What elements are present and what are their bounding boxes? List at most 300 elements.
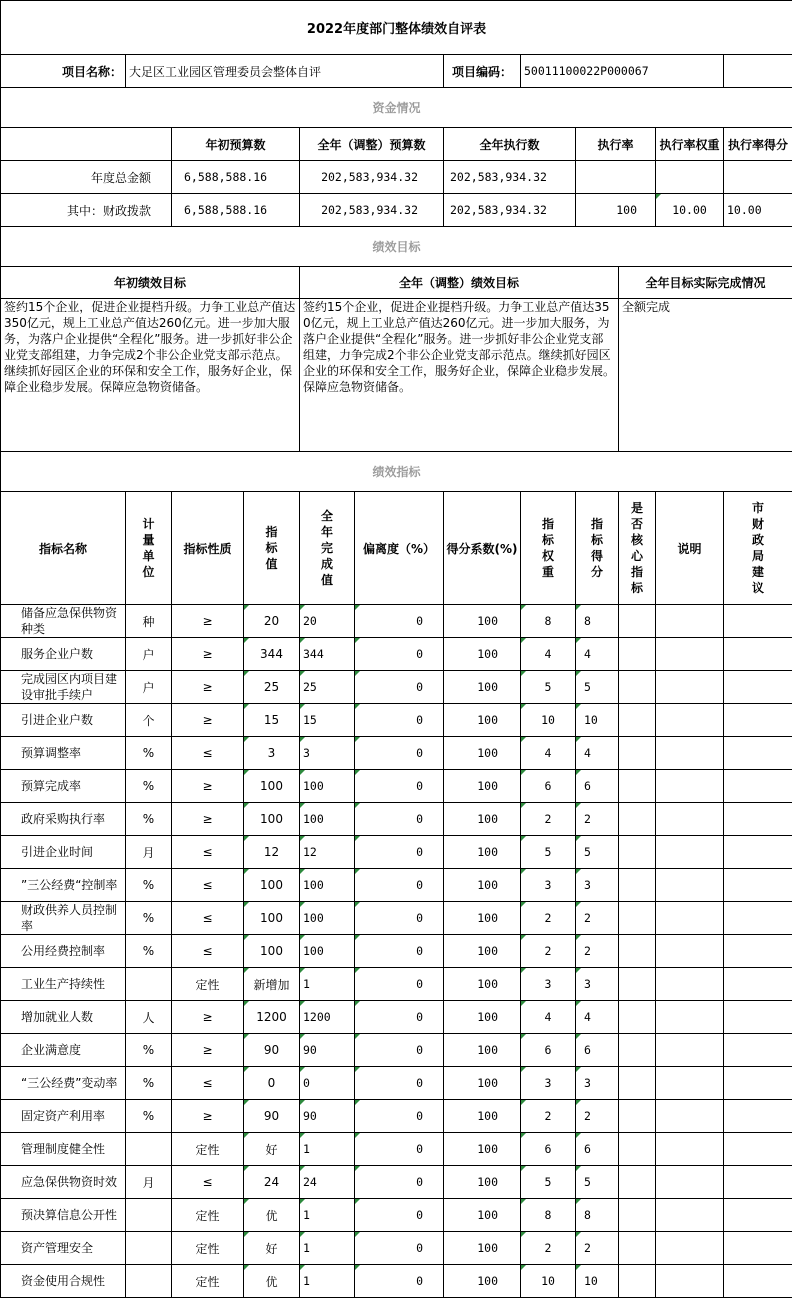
indicator-advice-cell xyxy=(724,1034,792,1067)
indicator-name-cell: 公用经费控制率 xyxy=(1,935,126,968)
indicator-value-cell: 15 xyxy=(244,704,300,737)
page-title: 2022年度部门整体绩效自评表 xyxy=(1,1,792,55)
funds-total-adjusted: 202,583,934.32 xyxy=(300,161,444,194)
indicator-score-cell: 2 xyxy=(576,902,619,935)
indicator-score-cell: 5 xyxy=(576,671,619,704)
goals-initial-text: 签约15个企业，促进企业提档升级。力争工业总产值达350亿元，规上工业总产值达260亿元。进一步加大服务，为落户企业提供“全程化”服务。进一步抓好非公企业党支部组建，力争完成2个非公企业党支部示范点。继续抓好园区企业的环保和安全工作，服务好企业，保障企业稳步发展。保障应急物资储备。 xyxy=(1,299,300,452)
indicator-note-cell xyxy=(656,737,724,770)
indicator-unit-cell: % xyxy=(126,770,172,803)
indicator-deviation-cell: 0 xyxy=(355,902,444,935)
table-row xyxy=(1,1067,792,1100)
ind-header-done-cell xyxy=(300,492,355,605)
indicator-value-cell: 100 xyxy=(244,902,300,935)
indicator-coef-cell: 100 xyxy=(444,1001,521,1034)
indicator-note-cell xyxy=(656,1133,724,1166)
indicator-done-cell: 90 xyxy=(300,1034,355,1067)
indicator-value-cell: 0 xyxy=(244,1067,300,1100)
indicator-advice-cell xyxy=(724,1265,792,1298)
indicator-done-cell: 100 xyxy=(300,803,355,836)
indicator-name-cell: “三公经费”变动率 xyxy=(1,1067,126,1100)
indicator-value-cell: 25 xyxy=(244,671,300,704)
indicator-advice-cell xyxy=(724,737,792,770)
indicator-core-cell xyxy=(619,1232,656,1265)
indicator-advice-cell xyxy=(724,605,792,638)
empty-cell xyxy=(724,55,792,88)
indicator-note-cell xyxy=(656,1067,724,1100)
indicator-note-cell xyxy=(656,638,724,671)
ind-header-core-cell xyxy=(619,492,656,605)
indicator-deviation-cell: 0 xyxy=(355,704,444,737)
indicator-name-cell: 企业满意度 xyxy=(1,1034,126,1067)
indicator-coef-cell: 100 xyxy=(444,1034,521,1067)
indicator-core-cell xyxy=(619,737,656,770)
indicator-advice-cell xyxy=(724,968,792,1001)
funds-total-executed: 202,583,934.32 xyxy=(444,161,576,194)
indicator-done-cell: 100 xyxy=(300,902,355,935)
indicator-value-cell: 100 xyxy=(244,770,300,803)
indicator-unit-cell xyxy=(126,1133,172,1166)
indicator-value-cell: 90 xyxy=(244,1034,300,1067)
indicator-unit-cell xyxy=(126,1199,172,1232)
indicator-note-cell xyxy=(656,869,724,902)
indicator-note-cell xyxy=(656,1232,724,1265)
indicator-done-cell: 24 xyxy=(300,1166,355,1199)
indicator-core-cell xyxy=(619,704,656,737)
indicator-weight-cell: 6 xyxy=(521,1133,576,1166)
goals-header-initial: 年初绩效目标 xyxy=(1,267,300,299)
table-row xyxy=(1,902,792,935)
indicator-score-cell: 2 xyxy=(576,935,619,968)
indicator-unit-cell: % xyxy=(126,1100,172,1133)
indicator-weight-cell: 4 xyxy=(521,1001,576,1034)
indicator-core-cell xyxy=(619,1100,656,1133)
indicator-name-cell: 服务企业户数 xyxy=(1,638,126,671)
indicator-advice-cell xyxy=(724,803,792,836)
indicator-weight-cell: 8 xyxy=(521,1199,576,1232)
indicator-unit-cell: % xyxy=(126,803,172,836)
indicator-nature-cell: ≥ xyxy=(172,1001,244,1034)
indicator-weight-cell: 5 xyxy=(521,836,576,869)
indicator-advice-cell xyxy=(724,836,792,869)
indicator-nature-cell: ≥ xyxy=(172,1100,244,1133)
indicator-value-cell: 100 xyxy=(244,803,300,836)
indicator-note-cell xyxy=(656,1265,724,1298)
project-code-value: 50011100022P000067 xyxy=(521,55,724,88)
table-row xyxy=(1,803,792,836)
funds-fiscal-executed: 202,583,934.32 xyxy=(444,194,576,227)
indicator-core-cell xyxy=(619,968,656,1001)
ind-header-unit: 计量单位 xyxy=(143,516,155,580)
table-row xyxy=(1,638,792,671)
indicator-coef-cell: 100 xyxy=(444,1100,521,1133)
indicator-value-cell: 90 xyxy=(244,1100,300,1133)
indicator-core-cell xyxy=(619,671,656,704)
indicator-note-cell xyxy=(656,803,724,836)
indicator-coef-cell: 100 xyxy=(444,1232,521,1265)
indicator-score-cell: 5 xyxy=(576,1166,619,1199)
indicator-advice-cell xyxy=(724,770,792,803)
indicator-done-cell: 20 xyxy=(300,605,355,638)
indicator-value-cell: 好 xyxy=(244,1133,300,1166)
indicator-value-cell: 优 xyxy=(244,1265,300,1298)
indicator-name-cell: 财政供养人员控制率 xyxy=(1,902,126,935)
indicator-advice-cell xyxy=(724,638,792,671)
indicator-coef-cell: 100 xyxy=(444,1067,521,1100)
indicator-name-cell: 固定资产利用率 xyxy=(1,1100,126,1133)
indicator-name-cell: 引进企业户数 xyxy=(1,704,126,737)
indicator-coef-cell: 100 xyxy=(444,605,521,638)
table-row xyxy=(1,1133,792,1166)
indicator-weight-cell: 3 xyxy=(521,1067,576,1100)
project-code-label: 项目编码： xyxy=(444,55,521,88)
indicator-name-cell: 预算调整率 xyxy=(1,737,126,770)
table-row xyxy=(1,605,792,638)
table-row xyxy=(1,935,792,968)
table-row xyxy=(1,1265,792,1298)
indicator-done-cell: 100 xyxy=(300,935,355,968)
indicator-done-cell: 100 xyxy=(300,770,355,803)
indicator-core-cell xyxy=(619,1199,656,1232)
goals-actual-text: 全额完成 xyxy=(619,299,792,452)
indicator-weight-cell: 2 xyxy=(521,1100,576,1133)
indicator-weight-cell: 2 xyxy=(521,935,576,968)
indicator-deviation-cell: 0 xyxy=(355,770,444,803)
indicator-unit-cell xyxy=(126,1232,172,1265)
indicator-core-cell xyxy=(619,770,656,803)
indicator-note-cell xyxy=(656,671,724,704)
indicator-name-cell: 政府采购执行率 xyxy=(1,803,126,836)
indicator-value-cell: 1200 xyxy=(244,1001,300,1034)
ind-header-deviation: 偏离度（%） xyxy=(355,492,444,605)
ind-header-score: 指标得分 xyxy=(591,516,603,580)
indicator-score-cell: 2 xyxy=(576,1232,619,1265)
indicator-core-cell xyxy=(619,1265,656,1298)
indicator-score-cell: 3 xyxy=(576,1067,619,1100)
ind-header-name: 指标名称 xyxy=(1,492,126,605)
indicator-nature-cell: ≤ xyxy=(172,902,244,935)
indicator-advice-cell xyxy=(724,1100,792,1133)
indicator-value-cell: 优 xyxy=(244,1199,300,1232)
ind-header-note: 说明 xyxy=(656,492,724,605)
indicator-score-cell: 4 xyxy=(576,1001,619,1034)
indicators-section-label: 绩效指标 xyxy=(1,452,792,492)
indicator-nature-cell: ≤ xyxy=(172,737,244,770)
indicator-coef-cell: 100 xyxy=(444,935,521,968)
goals-section-label: 绩效目标 xyxy=(1,227,792,267)
indicator-advice-cell xyxy=(724,671,792,704)
ind-header-done: 全年完成值 xyxy=(321,508,333,588)
indicator-value-cell: 新增加 xyxy=(244,968,300,1001)
indicator-weight-cell: 4 xyxy=(521,737,576,770)
indicator-deviation-cell: 0 xyxy=(355,1067,444,1100)
ind-header-advice-cell xyxy=(724,492,792,605)
indicator-value-cell: 12 xyxy=(244,836,300,869)
indicator-done-cell: 15 xyxy=(300,704,355,737)
indicator-nature-cell: ≥ xyxy=(172,1034,244,1067)
indicator-unit-cell: % xyxy=(126,1067,172,1100)
indicator-deviation-cell: 0 xyxy=(355,869,444,902)
funds-header-rate: 执行率 xyxy=(576,128,656,161)
ind-header-nature: 指标性质 xyxy=(172,492,244,605)
indicator-score-cell: 6 xyxy=(576,1034,619,1067)
indicator-deviation-cell: 0 xyxy=(355,1199,444,1232)
ind-header-score-cell xyxy=(576,492,619,605)
table-row xyxy=(1,704,792,737)
indicator-name-cell: 应急保供物资时效 xyxy=(1,1166,126,1199)
indicator-core-cell xyxy=(619,869,656,902)
indicator-weight-cell: 2 xyxy=(521,1232,576,1265)
indicator-note-cell xyxy=(656,1001,724,1034)
indicator-coef-cell: 100 xyxy=(444,902,521,935)
indicator-unit-cell: % xyxy=(126,1034,172,1067)
indicator-name-cell: 完成园区内项目建设审批手续户 xyxy=(1,671,126,704)
table-row xyxy=(1,1001,792,1034)
indicator-weight-cell: 2 xyxy=(521,902,576,935)
table-row xyxy=(1,1100,792,1133)
table-row xyxy=(1,1034,792,1067)
indicator-note-cell xyxy=(656,770,724,803)
indicator-weight-cell: 4 xyxy=(521,638,576,671)
indicator-core-cell xyxy=(619,638,656,671)
indicator-unit-cell: 人 xyxy=(126,1001,172,1034)
indicator-deviation-cell: 0 xyxy=(355,1265,444,1298)
indicator-nature-cell: 定性 xyxy=(172,1232,244,1265)
indicator-value-cell: 3 xyxy=(244,737,300,770)
indicator-done-cell: 0 xyxy=(300,1067,355,1100)
indicator-name-cell: ”三公经费“控制率 xyxy=(1,869,126,902)
project-name-label: 项目名称： xyxy=(1,55,126,88)
table-row xyxy=(1,836,792,869)
indicator-advice-cell xyxy=(724,902,792,935)
funds-header-weight: 执行率权重 xyxy=(656,128,724,161)
indicator-value-cell: 100 xyxy=(244,935,300,968)
table-row xyxy=(1,1166,792,1199)
indicator-unit-cell: 户 xyxy=(126,671,172,704)
indicator-score-cell: 6 xyxy=(576,770,619,803)
indicator-core-cell xyxy=(619,803,656,836)
indicator-core-cell xyxy=(619,935,656,968)
indicator-coef-cell: 100 xyxy=(444,704,521,737)
indicator-coef-cell: 100 xyxy=(444,770,521,803)
indicator-nature-cell: ≥ xyxy=(172,605,244,638)
indicator-coef-cell: 100 xyxy=(444,803,521,836)
indicator-nature-cell: 定性 xyxy=(172,968,244,1001)
ind-header-weight: 指标权重 xyxy=(542,516,554,580)
indicator-weight-cell: 2 xyxy=(521,803,576,836)
indicator-score-cell: 4 xyxy=(576,638,619,671)
indicator-score-cell: 2 xyxy=(576,1100,619,1133)
indicator-nature-cell: ≤ xyxy=(172,935,244,968)
indicator-core-cell xyxy=(619,1001,656,1034)
indicator-advice-cell xyxy=(724,1133,792,1166)
funds-fiscal-score: 10.00 xyxy=(724,194,792,227)
funds-header-initial: 年初预算数 xyxy=(172,128,300,161)
indicator-name-cell: 工业生产持续性 xyxy=(1,968,126,1001)
indicator-done-cell: 1 xyxy=(300,968,355,1001)
indicator-unit-cell: 户 xyxy=(126,638,172,671)
indicator-nature-cell: ≥ xyxy=(172,770,244,803)
indicator-unit-cell: 种 xyxy=(126,605,172,638)
funds-total-weight xyxy=(656,161,724,194)
table-row xyxy=(1,968,792,1001)
indicator-name-cell: 资金使用合规性 xyxy=(1,1265,126,1298)
indicator-done-cell: 3 xyxy=(300,737,355,770)
indicator-unit-cell: 个 xyxy=(126,704,172,737)
indicator-name-cell: 引进企业时间 xyxy=(1,836,126,869)
indicator-done-cell: 1 xyxy=(300,1133,355,1166)
funds-total-rate xyxy=(576,161,656,194)
funds-header-adjusted: 全年（调整）预算数 xyxy=(300,128,444,161)
indicator-weight-cell: 3 xyxy=(521,869,576,902)
indicator-advice-cell xyxy=(724,1001,792,1034)
indicator-advice-cell xyxy=(724,1232,792,1265)
indicator-unit-cell: % xyxy=(126,737,172,770)
indicator-weight-cell: 6 xyxy=(521,1034,576,1067)
indicator-deviation-cell: 0 xyxy=(355,1100,444,1133)
ind-header-value-cell xyxy=(244,492,300,605)
indicator-deviation-cell: 0 xyxy=(355,935,444,968)
indicator-note-cell xyxy=(656,935,724,968)
indicator-value-cell: 344 xyxy=(244,638,300,671)
indicator-note-cell xyxy=(656,968,724,1001)
indicator-unit-cell: % xyxy=(126,935,172,968)
indicator-unit-cell xyxy=(126,968,172,1001)
indicator-nature-cell: 定性 xyxy=(172,1199,244,1232)
indicator-note-cell xyxy=(656,902,724,935)
indicator-score-cell: 8 xyxy=(576,1199,619,1232)
ind-header-core: 是否核心指标 xyxy=(631,500,643,596)
indicator-deviation-cell: 0 xyxy=(355,1034,444,1067)
indicator-weight-cell: 8 xyxy=(521,605,576,638)
indicator-name-cell: 增加就业人数 xyxy=(1,1001,126,1034)
project-name-value: 大足区工业园区管理委员会整体自评 xyxy=(126,55,444,88)
indicator-nature-cell: ≤ xyxy=(172,1067,244,1100)
indicator-unit-cell: % xyxy=(126,902,172,935)
indicator-deviation-cell: 0 xyxy=(355,737,444,770)
indicator-weight-cell: 5 xyxy=(521,671,576,704)
indicator-done-cell: 1200 xyxy=(300,1001,355,1034)
funds-row-total-label: 年度总金额 xyxy=(1,161,172,194)
goals-adjusted-text: 签约15个企业，促进企业提档升级。力争工业总产值达350亿元，规上工业总产值达260亿元。进一步加大服务，为落户企业提供“全程化”服务。进一步抓好非公企业党支部组建，力争完成2个非公企业党支部示范点。继续抓好园区企业的环保和安全工作，服务好企业，保障企业稳步发展。保障应急物资储备。 xyxy=(300,299,619,452)
indicator-advice-cell xyxy=(724,1199,792,1232)
indicator-note-cell xyxy=(656,1100,724,1133)
indicator-advice-cell xyxy=(724,704,792,737)
indicator-weight-cell: 10 xyxy=(521,1265,576,1298)
funds-row-fiscal-label: 其中：财政拨款 xyxy=(1,194,172,227)
indicator-nature-cell: 定性 xyxy=(172,1133,244,1166)
indicator-unit-cell xyxy=(126,1265,172,1298)
indicator-score-cell: 10 xyxy=(576,704,619,737)
indicator-advice-cell xyxy=(724,1067,792,1100)
funds-fiscal-adjusted: 202,583,934.32 xyxy=(300,194,444,227)
indicator-coef-cell: 100 xyxy=(444,1133,521,1166)
indicator-weight-cell: 10 xyxy=(521,704,576,737)
indicator-value-cell: 20 xyxy=(244,605,300,638)
indicator-advice-cell xyxy=(724,935,792,968)
funds-section-label: 资金情况 xyxy=(1,88,792,128)
indicator-nature-cell: ≥ xyxy=(172,704,244,737)
indicator-core-cell xyxy=(619,902,656,935)
indicator-value-cell: 好 xyxy=(244,1232,300,1265)
indicator-coef-cell: 100 xyxy=(444,869,521,902)
indicator-score-cell: 3 xyxy=(576,869,619,902)
indicator-deviation-cell: 0 xyxy=(355,836,444,869)
indicator-note-cell xyxy=(656,704,724,737)
indicator-coef-cell: 100 xyxy=(444,1265,521,1298)
indicator-score-cell: 10 xyxy=(576,1265,619,1298)
indicator-coef-cell: 100 xyxy=(444,1166,521,1199)
indicator-core-cell xyxy=(619,1067,656,1100)
indicator-weight-cell: 6 xyxy=(521,770,576,803)
ind-header-value: 指标值 xyxy=(266,524,278,572)
indicator-score-cell: 6 xyxy=(576,1133,619,1166)
indicator-core-cell xyxy=(619,1166,656,1199)
ind-header-weight-cell xyxy=(521,492,576,605)
indicator-advice-cell xyxy=(724,869,792,902)
indicator-unit-cell: 月 xyxy=(126,836,172,869)
indicator-coef-cell: 100 xyxy=(444,1199,521,1232)
funds-fiscal-rate: 100 xyxy=(576,194,656,227)
indicator-score-cell: 2 xyxy=(576,803,619,836)
goals-header-adjusted: 全年（调整）绩效目标 xyxy=(300,267,619,299)
indicator-name-cell: 管理制度健全性 xyxy=(1,1133,126,1166)
indicator-note-cell xyxy=(656,836,724,869)
indicator-weight-cell: 3 xyxy=(521,968,576,1001)
indicator-coef-cell: 100 xyxy=(444,737,521,770)
indicator-name-cell: 预算完成率 xyxy=(1,770,126,803)
indicator-nature-cell: ≥ xyxy=(172,803,244,836)
indicator-done-cell: 1 xyxy=(300,1199,355,1232)
indicator-coef-cell: 100 xyxy=(444,671,521,704)
indicator-unit-cell: 月 xyxy=(126,1166,172,1199)
ind-header-advice: 市财政局建议 xyxy=(752,500,764,596)
indicator-deviation-cell: 0 xyxy=(355,638,444,671)
indicator-done-cell: 12 xyxy=(300,836,355,869)
indicator-deviation-cell: 0 xyxy=(355,671,444,704)
goals-header-actual: 全年目标实际完成情况 xyxy=(619,267,792,299)
table-row xyxy=(1,1232,792,1265)
indicator-name-cell: 资产管理安全 xyxy=(1,1232,126,1265)
indicator-done-cell: 344 xyxy=(300,638,355,671)
indicator-coef-cell: 100 xyxy=(444,836,521,869)
indicator-deviation-cell: 0 xyxy=(355,1166,444,1199)
indicator-advice-cell xyxy=(724,1166,792,1199)
table-row xyxy=(1,770,792,803)
indicator-done-cell: 1 xyxy=(300,1232,355,1265)
indicator-nature-cell: ≤ xyxy=(172,836,244,869)
indicator-nature-cell: ≥ xyxy=(172,671,244,704)
indicator-nature-cell: ≥ xyxy=(172,638,244,671)
indicator-core-cell xyxy=(619,1133,656,1166)
indicator-unit-cell: % xyxy=(126,869,172,902)
indicator-value-cell: 100 xyxy=(244,869,300,902)
funds-header-score: 执行率得分 xyxy=(724,128,792,161)
indicator-note-cell xyxy=(656,1166,724,1199)
funds-total-score xyxy=(724,161,792,194)
indicator-deviation-cell: 0 xyxy=(355,1232,444,1265)
table-row xyxy=(1,737,792,770)
indicator-weight-cell: 5 xyxy=(521,1166,576,1199)
ind-header-unit-cell xyxy=(126,492,172,605)
indicator-core-cell xyxy=(619,1034,656,1067)
indicator-done-cell: 100 xyxy=(300,869,355,902)
indicator-score-cell: 3 xyxy=(576,968,619,1001)
indicator-score-cell: 4 xyxy=(576,737,619,770)
indicator-core-cell xyxy=(619,605,656,638)
indicator-score-cell: 8 xyxy=(576,605,619,638)
indicator-deviation-cell: 0 xyxy=(355,1001,444,1034)
funds-fiscal-initial: 6,588,588.16 xyxy=(172,194,300,227)
